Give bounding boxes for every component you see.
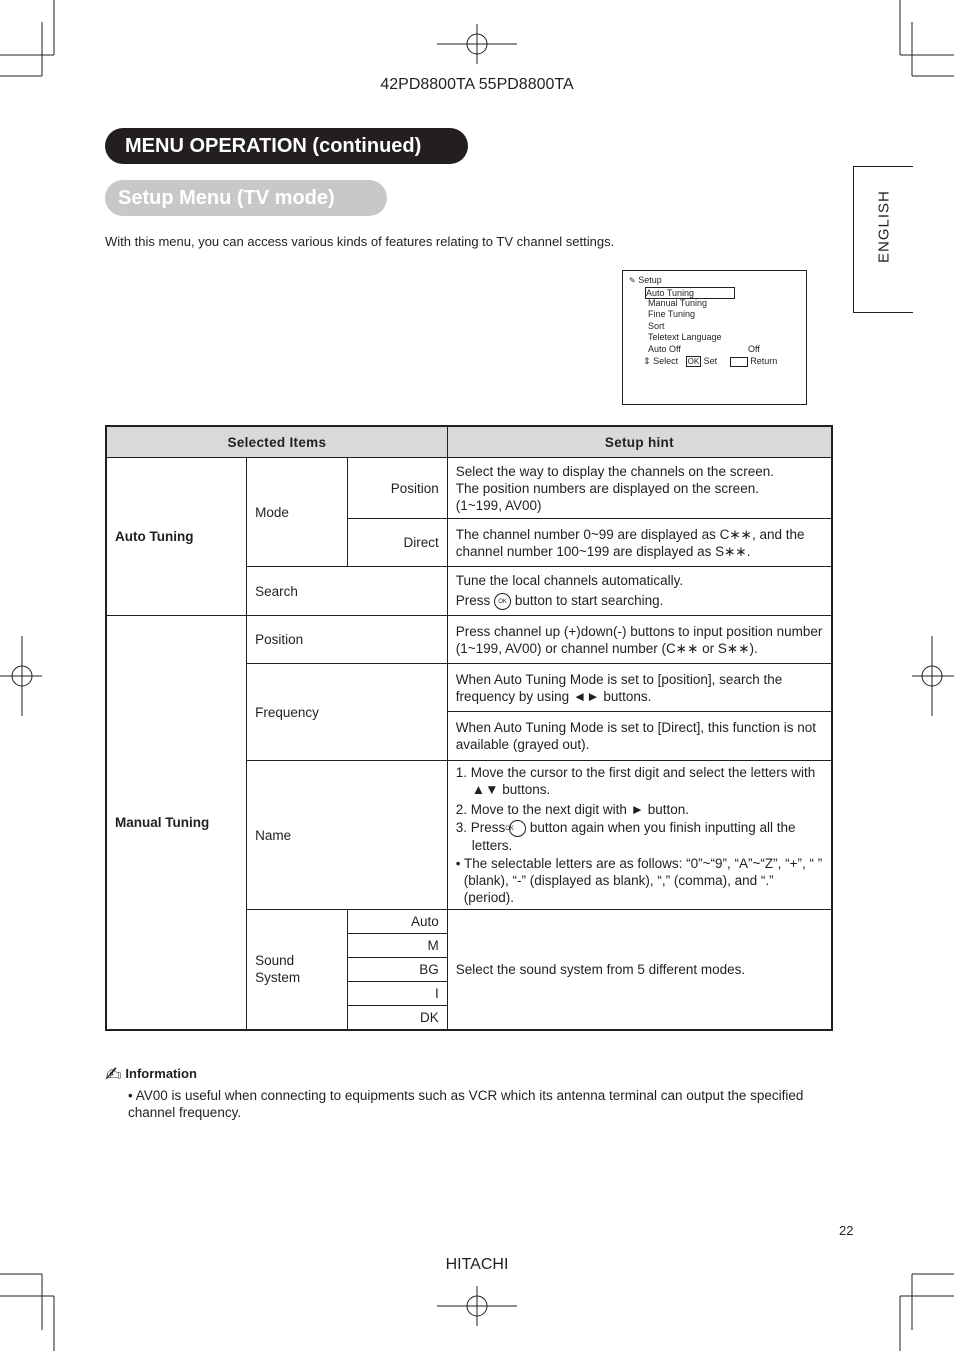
frequency-hint-direct: When Auto Tuning Mode is set to [Direct], this function is not available (grayed out). (447, 712, 832, 761)
setup-table (105, 425, 833, 1031)
section-title: MENU OPERATION (continued) (105, 128, 468, 164)
position-mode-hint: Select the way to display the channels on the screen. The position numbers are displayed on the screen. (1~199, AV00) (447, 458, 832, 519)
frequency-label: Frequency (247, 664, 448, 761)
brand-name: HITACHI (445, 1256, 509, 1273)
osd-item: Sort (648, 321, 665, 331)
page-number: 22 (839, 1223, 854, 1238)
up-down-icon: ⇕ (643, 356, 651, 366)
mode-label: Mode (247, 458, 348, 567)
osd-title: ✎ Setup (629, 275, 662, 285)
manual-position-label: Position (247, 616, 448, 664)
sound-system-hint: Select the sound system from 5 different modes. (447, 910, 832, 1030)
osd-item: Auto Off (648, 344, 681, 354)
ok-button-icon: OK (494, 593, 511, 610)
intro-text: With this menu, you can access various kinds of features relating to TV channel settings. (105, 234, 615, 249)
information-text: • AV00 is useful when connecting to equipments such as VCR which its antenna terminal can output the specified channel frequency. (128, 1088, 804, 1120)
direct-mode-hint: The channel number 0~99 are displayed as C∗∗, and the channel number 100~199 are displayed as S∗∗. (447, 519, 832, 567)
manual-tuning-label: Manual Tuning (106, 616, 247, 1030)
name-step: 2. Move to the next digit with ► button. (455, 802, 690, 818)
search-hint: Tune the local channels automatically. Press OK button to start searching. (447, 567, 832, 616)
position-mode-label: Position (347, 458, 447, 519)
model-numbers: 42PD8800TA 55PD8800TA (380, 76, 574, 93)
ok-button-icon: OK (509, 820, 526, 837)
osd-auto-off-value: Off (748, 344, 760, 354)
sound-system-label: Sound System (247, 910, 348, 1030)
osd-nav-bar: ⇕ Select OK Set Return (643, 356, 778, 366)
language-tab (853, 166, 913, 313)
sound-mode: BG (347, 958, 447, 982)
name-step: 3. Press OK button again when you finish inputting all the letters. (455, 820, 796, 853)
setup-menu-osd (622, 270, 807, 405)
return-icon (730, 357, 748, 367)
osd-item: Manual Tuning (648, 298, 708, 308)
auto-tuning-label: Auto Tuning (106, 458, 247, 616)
sound-mode: M (347, 934, 447, 958)
name-hint (447, 761, 832, 910)
direct-mode-label: Direct (347, 519, 447, 567)
name-label: Name (247, 761, 448, 910)
osd-item-selected: Auto Tuning (645, 287, 735, 299)
manual-position-hint: Press channel up (+)down(-) buttons to input position number (1~199, AV00) or channel number (C∗∗ or S∗∗). (447, 616, 832, 664)
sound-mode: I (347, 982, 447, 1006)
pencil-icon: ✍ (105, 1064, 122, 1086)
ok-icon: OK (687, 357, 700, 366)
language-tab-label: ENGLISH (875, 190, 893, 263)
header-selected-items: Selected Items (106, 426, 447, 458)
frequency-hint-position: When Auto Tuning Mode is set to [position], search the frequency by using ◄► buttons. (447, 664, 832, 712)
name-step: 1. Move the cursor to the first digit and select the letters with ▲▼ buttons. (455, 765, 816, 798)
search-label: Search (247, 567, 448, 616)
name-bullet: • The selectable letters are as follows: “0”~“9”, “A”~“Z”, “+”, “ ” (blank), “-” (displayed as blank), “,” (comma), and “.” (period). (455, 855, 823, 905)
osd-item: Fine Tuning (648, 309, 696, 319)
wrench-icon: ✎ (629, 276, 636, 285)
header-setup-hint: Setup hint (447, 426, 832, 458)
osd-item: Teletext Language (648, 332, 722, 342)
subsection-title: Setup Menu (TV mode) (105, 180, 387, 216)
sound-mode: Auto (347, 910, 447, 934)
sound-mode: DK (347, 1006, 447, 1030)
information-heading: ✍ Information (105, 1064, 197, 1086)
